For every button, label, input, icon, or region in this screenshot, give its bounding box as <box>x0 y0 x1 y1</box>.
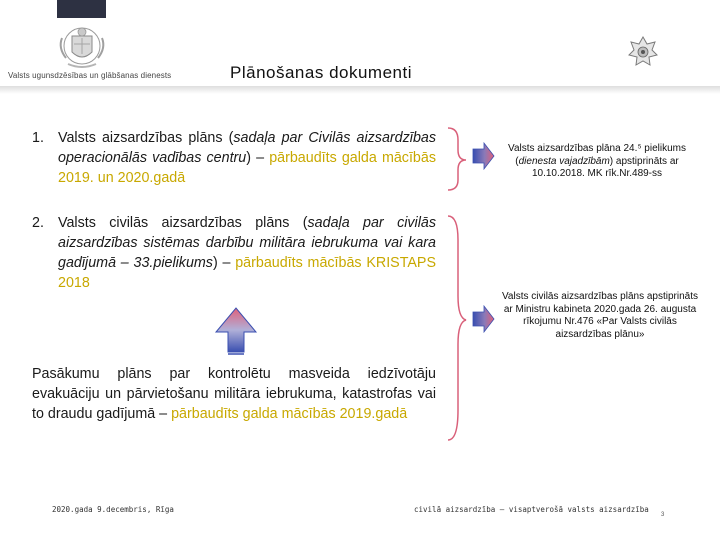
item2-italic-text: sadaļa par civilās aizsardzības sistēmas darbību militāra iebrukuma vai kara gadījumā – 33.pielikums <box>58 215 436 271</box>
list-number-2: 2. <box>32 215 44 231</box>
item1-highlight: pārbaudīts galda mācībās 2019. un 2020.gadā <box>58 150 436 186</box>
footer-date-place: 2020.gada 9.decembris, Rīga <box>52 505 174 514</box>
note1-line2: (dienesta vajadzībām) apstiprināts ar <box>515 155 679 167</box>
note-defense-plan <box>494 143 700 181</box>
note1-line1: Valsts aizsardzības plāna 24.⁵ pielikums <box>508 143 686 154</box>
item1-text-end: ) – <box>246 150 270 166</box>
arrow-right-1 <box>473 143 494 169</box>
note1-line2-end: ) apstiprināts ar <box>609 155 679 167</box>
arrow-right-2 <box>473 306 494 332</box>
item1-italic-text: sadaļa par Civilās aizsardzības operacionālās vadības centru <box>58 130 436 166</box>
brace-1 <box>448 128 466 190</box>
brace-2 <box>448 216 466 440</box>
arrow-up <box>216 308 256 352</box>
organization-name: Valsts ugunsdzēsības un glābšanas dienests <box>8 71 172 80</box>
footer-slogan: civilā aizsardzība – visaptverošā valsts aizsardzība <box>414 505 649 514</box>
item2-highlight: pārbaudīts mācībās KRISTAPS 2018 <box>58 255 436 291</box>
item2-text-end: ) – <box>212 255 236 271</box>
page-title: Plānošanas dokumenti <box>230 63 413 82</box>
paragraph-text: Pasākumu plāns par kontrolētu masveida iedzīvotāju evakuāciju un pārvietošanu militāra iebrukuma, katastrofas vai to draudu gadījumā – <box>32 366 436 422</box>
note1-line3: 10.10.2018. MK rīk.Nr.489-ss <box>531 168 663 179</box>
note-civil-protection-plan: Valsts civilās aizsardzības plāns apstiprināts ar Ministru kabineta 2020.gada 26. augusta rīkojumu Nr.476 «Par Valsts civilās aizsardzības plānu» <box>501 291 698 340</box>
item1-text: Valsts aizsardzības plāns ( <box>58 130 234 146</box>
item2-text: Valsts civilās aizsardzības plāns ( <box>58 215 308 231</box>
paragraph-highlight: pārbaudīts galda mācībās 2019.gadā <box>171 406 408 422</box>
page-number: 3 <box>661 512 665 518</box>
note1-italic: dienesta vajadzībām <box>518 155 610 167</box>
list-number-1: 1. <box>32 130 44 146</box>
